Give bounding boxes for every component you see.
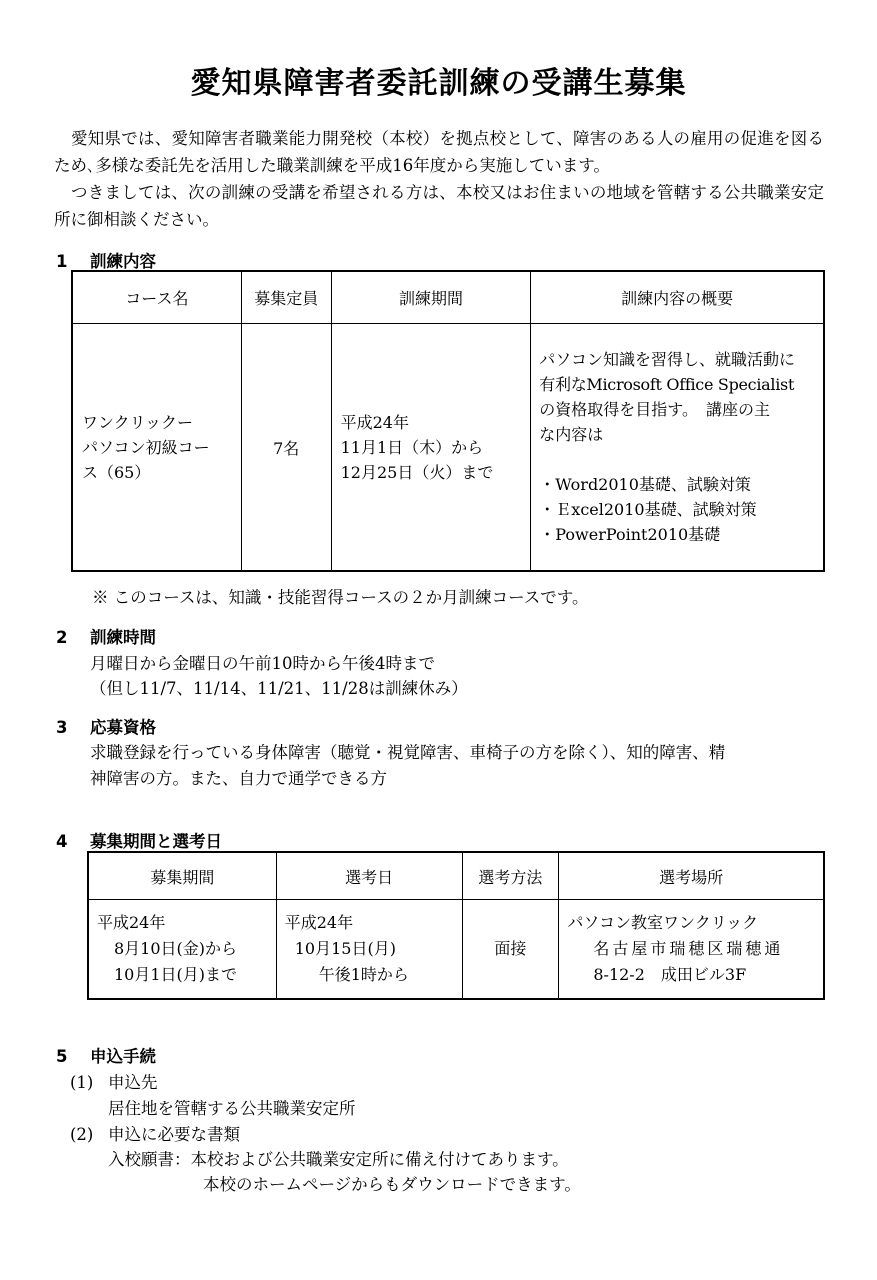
place-line: パソコン教室ワンクリック [567, 913, 759, 932]
document-description-line: 本校のホームページからもダウンロードできます。 [203, 1175, 581, 1194]
header-recruit-period: 募集期間 [89, 853, 277, 900]
section-title: 申込手続 [90, 1047, 156, 1066]
overview-line: 有利なMicrosoft Office Specialist [539, 375, 795, 394]
place-line: 8-12-2 成田ビル3F [593, 965, 747, 984]
intro-paragraph-2: つきましては、次の訓練の受講を希望される方は、本校又はお住まいの地域を管轄する公共職業安定所に御相談ください。 [54, 183, 825, 229]
table-header-row [73, 272, 824, 324]
recruit-period-cell [89, 900, 277, 999]
overview-cell [531, 324, 824, 571]
header-overview: 訓練内容の概要 [531, 272, 824, 324]
selection-method-cell: 面接 [462, 900, 559, 999]
period-line: 平成24年 [340, 412, 409, 432]
eligibility-line: 求職登録を行っている身体障害（聴覚・視覚障害、車椅子の方を除く）、知的障害、精 [90, 743, 726, 762]
period-line: 11月1日（木）から [340, 437, 484, 457]
overview-line: の資格取得を目指す。 講座の主 [539, 400, 771, 419]
course-note: ※ このコースは、知識・技能習得コースの２か月訓練コースです。 [92, 588, 589, 607]
selection-place-cell [559, 900, 824, 999]
selection-date-line: 平成24年 [284, 913, 354, 932]
header-selection-date: 選考日 [276, 853, 462, 900]
section-4-heading [56, 828, 222, 852]
table-row [89, 900, 824, 999]
section-number: 5 [56, 1047, 68, 1066]
selection-date-line: 午後1時から [318, 965, 409, 984]
section-title: 応募資格 [90, 718, 156, 737]
overview-item: ・PowerPoint2010基礎 [539, 525, 721, 544]
training-holidays-line: （但し11/7、11/14、11/21、11/28は訓練休み） [90, 679, 468, 698]
section-title: 訓練時間 [90, 628, 156, 647]
training-hours-line: 月曜日から金曜日の午前10時から午後4時まで [90, 654, 435, 673]
page-title: 愛知県障害者委託訓練の受講生募集 [190, 66, 687, 101]
header-selection-place: 選考場所 [559, 853, 824, 900]
section-number: 3 [56, 718, 68, 737]
section-number: 4 [56, 832, 68, 851]
period-cell [331, 324, 531, 571]
recruit-period-line: 10月1日(月)まで [114, 965, 238, 984]
header-capacity: 募集定員 [241, 272, 331, 324]
intro-paragraph-1: 愛知県では、愛知障害者職業能力開発校（本校）を拠点校として、障害のある人の雇用の促進を図るため､多様な委託先を活用した職業訓練を平成16年度から実施しています。 [54, 129, 824, 175]
place-line: 名古屋市瑞穂区瑞穂通 [593, 939, 784, 958]
table-header-row [89, 853, 824, 900]
selection-date-cell [276, 900, 462, 999]
section-5-heading [56, 1043, 156, 1067]
item-title: 申込先 [108, 1073, 158, 1092]
overview-item: ・Ｅxcel2010基礎、試験対策 [539, 500, 757, 519]
course-name-line: ワンクリックー [82, 412, 194, 432]
capacity-cell: 7名 [241, 324, 331, 571]
section-title: 訓練内容 [90, 252, 156, 271]
period-line: 12月25日（火）まで [340, 462, 494, 482]
item-label: (1) [70, 1073, 94, 1092]
overview-item: ・Word2010基礎、試験対策 [539, 475, 751, 494]
course-name-cell [73, 324, 242, 571]
application-item-1 [70, 1069, 158, 1093]
section-number: 2 [56, 628, 68, 647]
application-documents [108, 1146, 569, 1170]
training-content-table [72, 271, 824, 571]
item-title: 申込に必要な書類 [108, 1125, 240, 1144]
eligibility-line: 神障害の方。また、自力で通学できる方 [90, 769, 387, 788]
section-2-heading [56, 624, 156, 648]
document-term: 入校願書： [108, 1150, 191, 1169]
course-name-line: ス（65） [82, 462, 151, 482]
header-course-name: コース名 [73, 272, 242, 324]
course-name-line: パソコン初級コー [82, 437, 210, 457]
overview-line: な内容は [539, 425, 604, 444]
item-label: (2) [70, 1125, 94, 1144]
section-1-heading [56, 248, 156, 272]
header-selection-method: 選考方法 [462, 853, 559, 900]
document-description-line: 本校および公共職業安定所に備え付けてあります。 [190, 1150, 569, 1169]
table-row [73, 324, 824, 571]
recruit-period-line: 平成24年 [97, 913, 166, 932]
application-item-2 [70, 1121, 240, 1145]
application-destination: 居住地を管轄する公共職業安定所 [108, 1099, 356, 1118]
overview-line: パソコン知識を習得し、就職活動に [539, 350, 795, 369]
selection-date-line: 10月15日(月) [294, 939, 396, 958]
section-3-heading [56, 714, 156, 738]
header-period: 訓練期間 [331, 272, 531, 324]
selection-schedule-table [88, 852, 824, 999]
recruit-period-line: 8月10日(金)から [114, 939, 238, 958]
section-title: 募集期間と選考日 [90, 832, 222, 851]
section-number: 1 [56, 252, 68, 271]
